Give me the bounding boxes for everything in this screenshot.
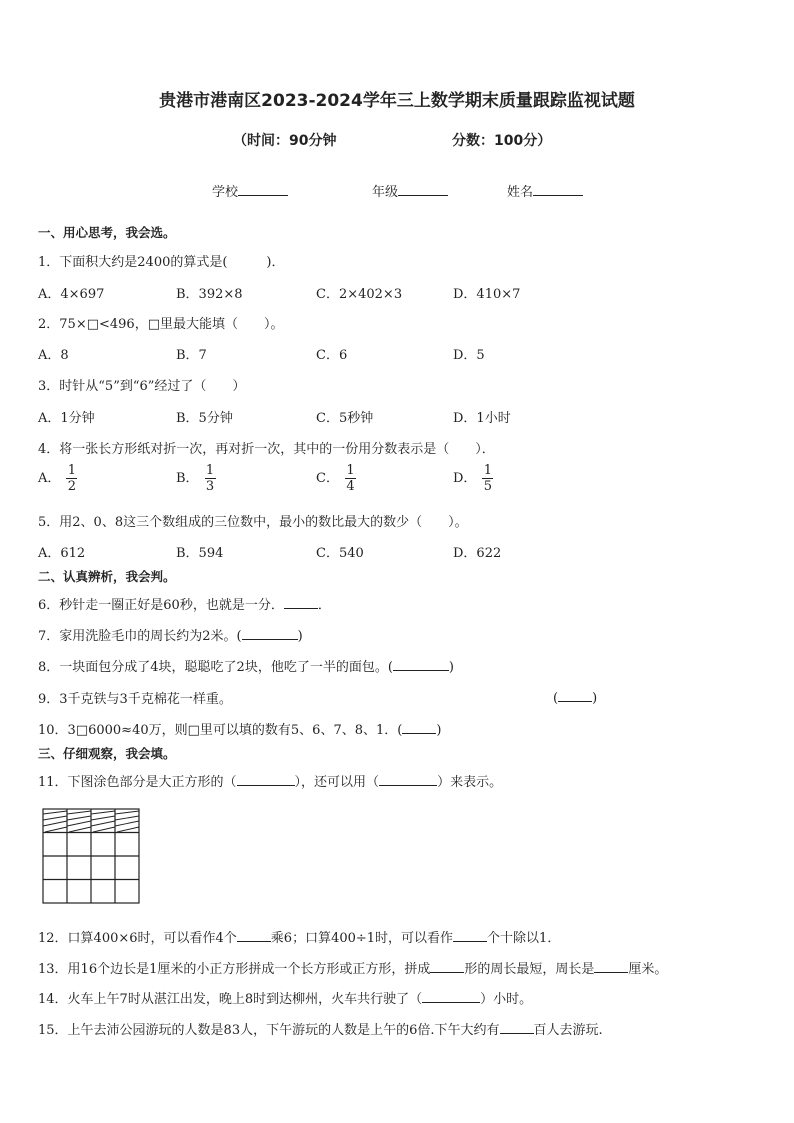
exam-score: 分数：100分） xyxy=(452,133,552,149)
q4-option-a-letter: A． xyxy=(38,471,61,486)
q4-option-d[interactable] xyxy=(453,463,493,494)
school-field xyxy=(212,181,288,200)
q4-option-b-letter: B． xyxy=(176,471,199,486)
grade-blank[interactable] xyxy=(398,182,448,196)
question-7: 7．家用洗脸毛巾的周长约为2米。( ) xyxy=(38,625,303,644)
section-1-heading: 一、用心思考，我会选。 xyxy=(38,225,176,240)
q7-answer-blank[interactable] xyxy=(242,626,298,640)
q5-option-d[interactable]: D．622 xyxy=(453,546,502,561)
question-4: 4．将一张长方形纸对折一次，再对折一次，其中的一份用分数表示是（ ）． xyxy=(38,442,495,457)
q4-option-c-letter: C． xyxy=(316,471,339,486)
question-2: 2．75×□<496，□里最大能填（ ）。 xyxy=(38,317,284,332)
fraction-one-third: $\frac{1}{3}$ xyxy=(205,463,215,494)
q9-answer-blank[interactable] xyxy=(558,688,592,702)
q1-option-d[interactable]: D．410×7 xyxy=(453,287,521,302)
q5-option-a[interactable]: A．612 xyxy=(38,546,86,561)
question-8: 8．一块面包分成了4块，聪聪吃了2块，他吃了一半的面包。( ) xyxy=(38,656,454,675)
q14-answer-blank[interactable] xyxy=(422,989,480,1003)
q9-answer: ( ) xyxy=(553,688,597,706)
q11-answer-blank-2[interactable] xyxy=(379,772,437,786)
q4-option-c[interactable] xyxy=(316,463,356,494)
section-3-heading: 三、仔细观察，我会填。 xyxy=(38,746,176,761)
q13-answer-blank-2[interactable] xyxy=(594,959,628,973)
q2-option-a[interactable]: A．8 xyxy=(38,348,69,363)
question-3: 3．时针从“5”到“6”经过了（ ） xyxy=(38,379,246,394)
name-field xyxy=(507,181,583,200)
question-5: 5．用2、0、8这三个数组成的三位数中，最小的数比最大的数少（ ）。 xyxy=(38,515,468,530)
question-11: 11．下图涂色部分是大正方形的（ ），还可以用（ ）来表示。 xyxy=(38,771,502,790)
exam-time: （时间：90分钟 xyxy=(233,133,337,149)
question-1: 1．下面积大约是2400的算式是( )． xyxy=(38,255,285,270)
grade-field xyxy=(372,181,448,200)
q13-answer-blank-1[interactable] xyxy=(430,959,464,973)
name-blank[interactable] xyxy=(533,182,583,196)
name-label: 姓名 xyxy=(507,185,534,200)
q5-option-b[interactable]: B．594 xyxy=(176,546,224,561)
q12-answer-blank-1[interactable] xyxy=(237,928,271,942)
q5-option-c[interactable]: C．540 xyxy=(316,546,364,561)
q3-option-b[interactable]: B．5分钟 xyxy=(176,411,233,426)
q2-option-b[interactable]: B．7 xyxy=(176,348,207,363)
school-blank[interactable] xyxy=(238,182,288,196)
page-title: 贵港市港南区2023-2024学年三上数学期末质量跟踪监视试题 xyxy=(159,91,635,111)
q3-option-a[interactable]: A．1分钟 xyxy=(38,411,95,426)
q1-option-c[interactable]: C．2×402×3 xyxy=(316,287,403,302)
question-15: 15．上午去沛公园游玩的人数是83人，下午游玩的人数是上午的6倍.下午大约有 百人去游玩. xyxy=(38,1019,603,1038)
school-label: 学校 xyxy=(212,185,239,200)
q3-option-d[interactable]: D．1小时 xyxy=(453,411,511,426)
question-12: 12．口算400×6时，可以看作4个 乘6；口算400÷1时，可以看作 个十除以1． xyxy=(38,927,560,946)
section-2-heading: 二、认真辨析，我会判。 xyxy=(38,569,176,584)
q6-answer-blank[interactable] xyxy=(284,595,318,609)
q4-option-a[interactable] xyxy=(38,463,77,494)
question-14: 14．火车上午7时从湛江出发，晚上8时到达柳州，火车共行驶了（ ）小时。 xyxy=(38,988,532,1007)
q2-option-c[interactable]: C．6 xyxy=(316,348,348,363)
question-13: 13．用16个边长是1厘米的小正方形拼成一个长方形或正方形，拼成 形的周长最短，周长是 厘米。 xyxy=(38,958,667,977)
q11-answer-blank-1[interactable] xyxy=(237,772,295,786)
shaded-square-figure xyxy=(42,808,140,904)
q1-option-b[interactable]: B．392×8 xyxy=(176,287,243,302)
q12-answer-blank-2[interactable] xyxy=(453,928,487,942)
fraction-one-fifth: $\frac{1}{5}$ xyxy=(483,463,493,494)
q1-option-a[interactable]: A．4×697 xyxy=(38,287,105,302)
q4-option-d-letter: D． xyxy=(453,471,477,486)
question-10: 10．3□6000≈40万，则□里可以填的数有5、6、7、8、1．( ) xyxy=(38,719,441,738)
fraction-one-half: $\frac{1}{2}$ xyxy=(67,463,77,494)
grade-label: 年级 xyxy=(372,185,399,200)
question-6: 6．秒针走一圈正好是60秒，也就是一分． ． xyxy=(38,594,331,613)
q10-answer-blank[interactable] xyxy=(402,720,436,734)
q15-answer-blank[interactable] xyxy=(500,1020,534,1034)
question-9: 9．3千克铁与3千克棉花一样重。 xyxy=(38,692,232,707)
q4-option-b[interactable] xyxy=(176,463,216,494)
fraction-one-quarter: $\frac{1}{4}$ xyxy=(346,463,355,494)
q8-answer-blank[interactable] xyxy=(393,657,449,671)
q2-option-d[interactable]: D．5 xyxy=(453,348,485,363)
q3-option-c[interactable]: C．5秒钟 xyxy=(316,411,374,426)
